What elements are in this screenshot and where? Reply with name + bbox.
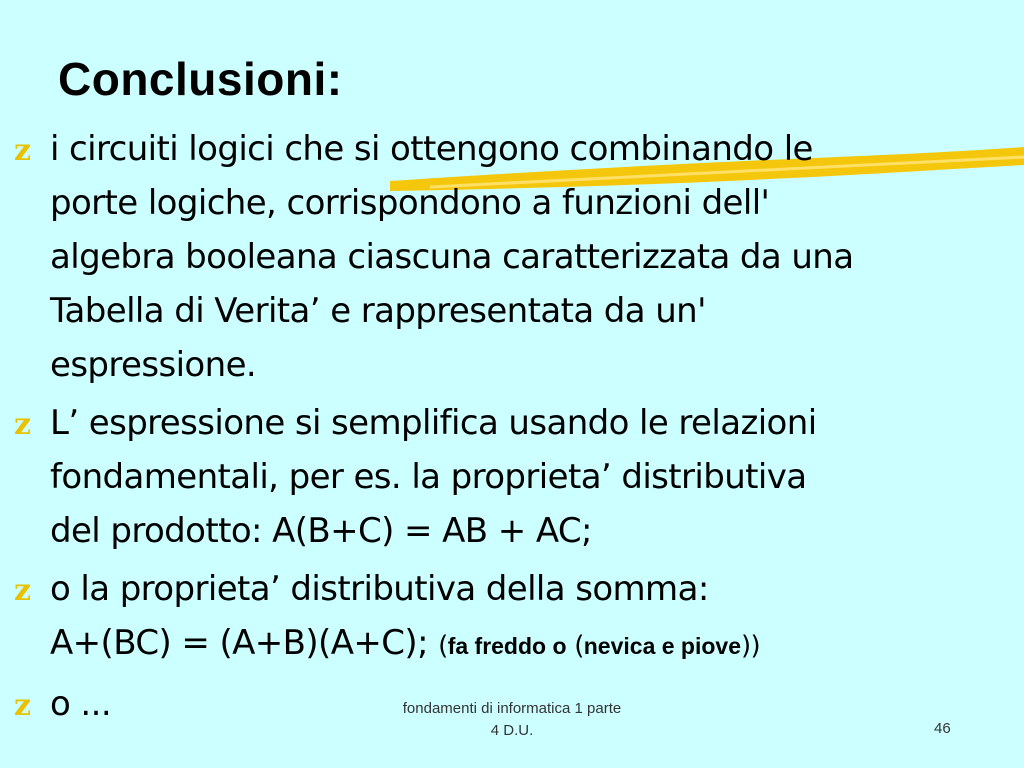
- z-bullet-icon: z: [14, 573, 31, 608]
- bullet-line: o la proprieta’ distributiva della somma:: [50, 569, 709, 609]
- bullet-item: [0, 396, 1024, 558]
- bullet-line: Tabella di Verita’ e rappresentata da un': [50, 291, 706, 331]
- paren-close: )): [741, 631, 761, 661]
- paren-open: (: [438, 631, 448, 661]
- paren-open-2: (: [566, 631, 584, 661]
- footer-line-1: fondamenti di informatica 1 parte: [402, 700, 622, 717]
- bullet-line: algebra booleana ciascuna caratterizzata da una: [50, 237, 854, 277]
- bullet-line: espressione.: [50, 345, 257, 385]
- formula-text: A+(BC) = (A+B)(A+C);: [50, 623, 439, 663]
- example-bold-1: fa freddo o: [447, 633, 567, 659]
- bullet-line: o ...: [50, 684, 112, 724]
- slide-title: Conclusioni:: [58, 53, 343, 105]
- bullet-list: [0, 122, 1024, 731]
- z-bullet-icon: z: [14, 407, 31, 442]
- bullet-line: fondamentali, per es. la proprieta’ distributiva: [50, 457, 807, 497]
- example-bold-2: nevica e piove: [583, 633, 741, 659]
- page-number: 46: [934, 720, 951, 737]
- bullet-line: [50, 616, 1016, 673]
- bullet-line: del prodotto: A(B+C) = AB + AC;: [50, 511, 592, 551]
- bullet-line: L’ espressione si semplifica usando le relazioni: [50, 403, 817, 443]
- bullet-item: [0, 122, 1024, 392]
- bullet-line: i circuiti logici che si ottengono combinando le: [50, 129, 813, 169]
- bullet-item: [0, 562, 1024, 673]
- bullet-line: porte logiche, corrispondono a funzioni dell': [50, 183, 770, 223]
- z-bullet-icon: z: [14, 688, 31, 723]
- footer-caption: [356, 698, 668, 742]
- z-bullet-icon: z: [14, 133, 31, 168]
- footer-line-2: 4 D.U.: [490, 722, 534, 739]
